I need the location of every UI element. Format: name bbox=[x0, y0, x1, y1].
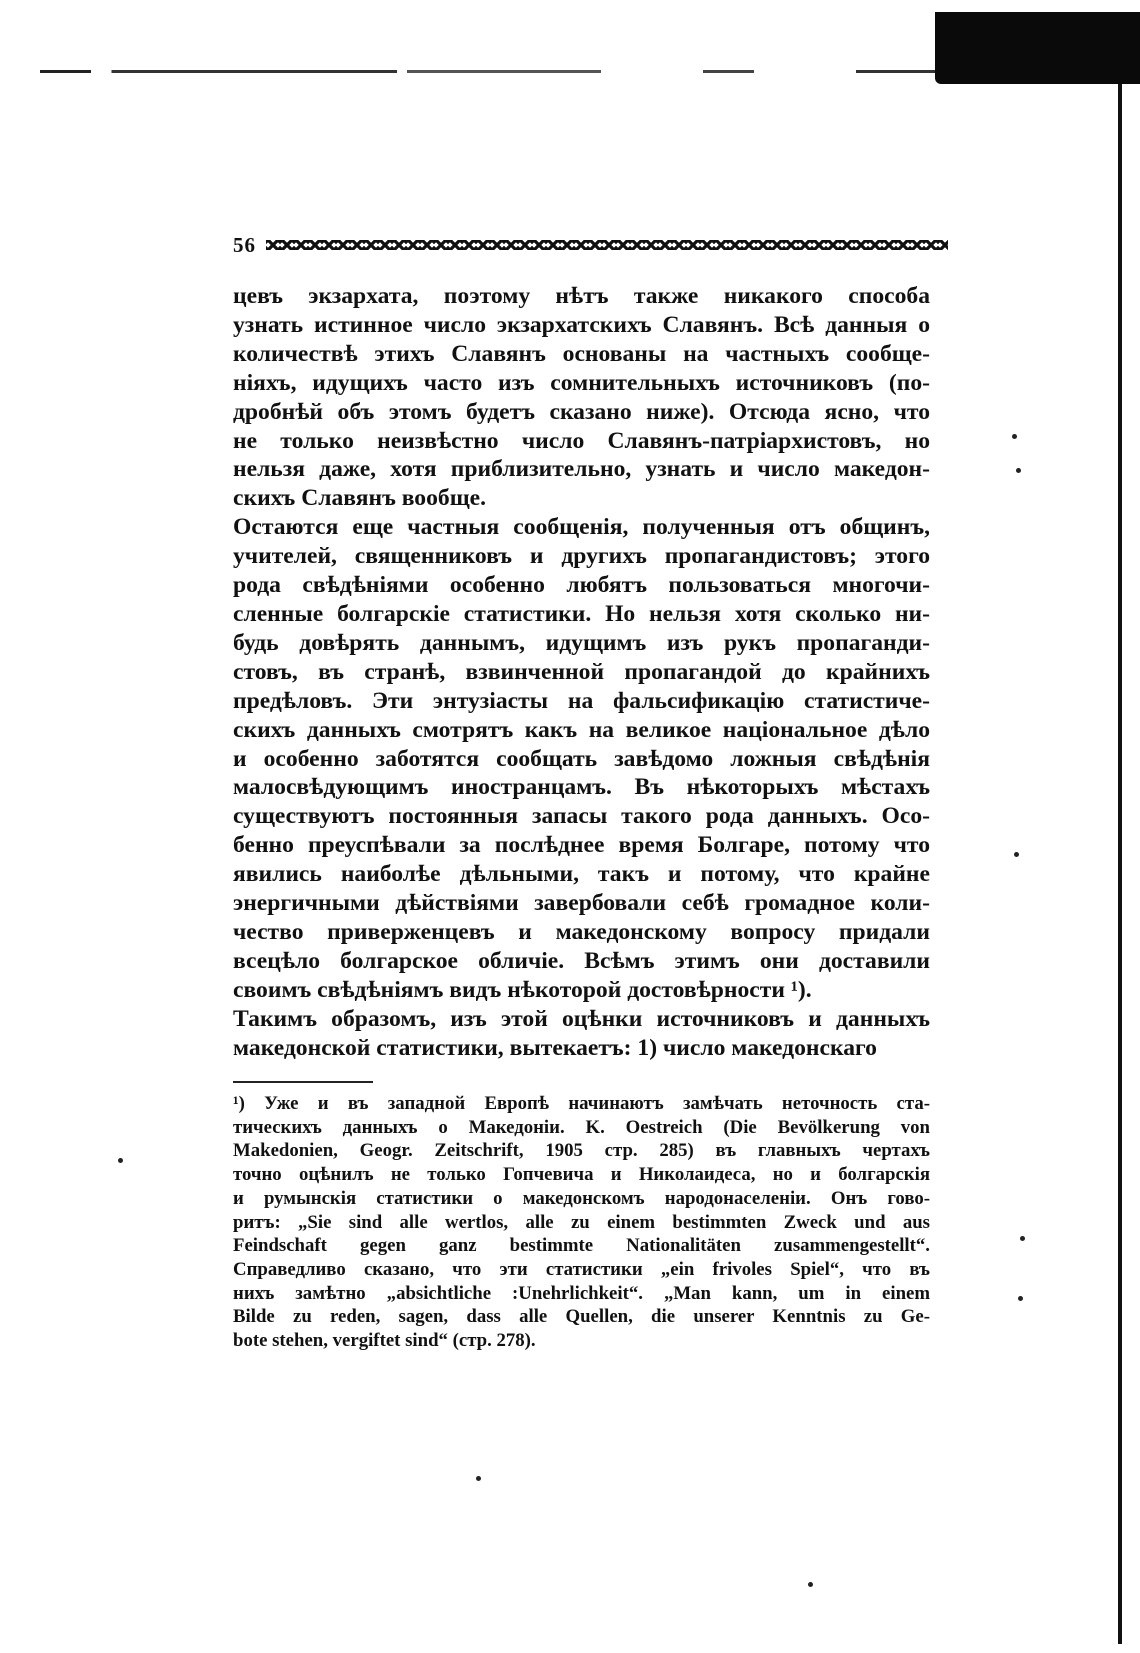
scan-speck bbox=[1020, 1236, 1025, 1241]
body-text bbox=[233, 282, 930, 1062]
body-line: своимъ свѣдѣніямъ видъ нѣкоторой достовѣрности ¹). bbox=[233, 976, 812, 1003]
page-header bbox=[233, 232, 948, 258]
body-line: рода свѣдѣніями особенно любятъ пользоваться многочи- bbox=[233, 572, 930, 599]
scan-artifact-edge bbox=[1118, 84, 1122, 1644]
scan-speck bbox=[1016, 468, 1021, 473]
body-line: узнать истинное число экзархатскихъ Славянъ. Всѣ данныя о bbox=[233, 311, 930, 338]
body-line: малосвѣдующимъ иностранцамъ. Въ нѣкоторыхъ мѣстахъ bbox=[233, 774, 930, 801]
body-line: ніяхъ, идущихъ часто изъ сомнительныхъ источниковъ (по- bbox=[233, 369, 930, 396]
footnote-line: bote stehen, vergiftet sind“ (стр. 278). bbox=[233, 1330, 536, 1352]
footnote-line: ритъ: „Sie sind alle wertlos, alle zu einem bestimmten Zweck und aus bbox=[233, 1211, 930, 1233]
body-line: существуютъ постоянныя запасы такого рода данныхъ. Осо- bbox=[233, 803, 930, 830]
footnote-line: точно оцѣнилъ не только Гопчевича и Николаидеса, но и болгарскія bbox=[233, 1164, 930, 1186]
footnote-line: нихъ замѣтно „absichtliche :Unehrlichkeit“. „Man kann, um in einem bbox=[233, 1282, 930, 1304]
body-line: предѣловъ. Эти энтузіасты на фальсификацію статистиче- bbox=[233, 687, 930, 714]
body-line: скихъ Славянъ вообще. bbox=[233, 485, 486, 512]
body-line: скихъ данныхъ смотрятъ какъ на великое національное дѣло bbox=[233, 716, 930, 743]
scan-speck bbox=[118, 1158, 123, 1163]
footnote-line: Makedonien, Geogr. Zeitschrift, 1905 стр. 285) въ главныхъ чертахъ bbox=[233, 1140, 930, 1162]
body-line: сленные болгарскіе статистики. Но нельзя хотя сколько ни- bbox=[233, 600, 930, 627]
scan-speck bbox=[476, 1476, 481, 1481]
body-line: Остаются еще частныя сообщенія, полученныя отъ общинъ, bbox=[233, 514, 930, 541]
scan-speck bbox=[808, 1582, 813, 1587]
body-line: стовъ, въ странѣ, взвинченной пропагандой до крайнихъ bbox=[233, 658, 930, 685]
footnote-line: Bilde zu reden, sagen, dass alle Quellen, die unserer Kenntnis zu Ge- bbox=[233, 1306, 930, 1328]
footnote-line: Feindschaft gegen ganz bestimmte Nationalitäten zusammengestellt“. bbox=[233, 1235, 930, 1257]
body-line: македонской статистики, вытекаетъ: 1) число македонскаго bbox=[233, 1034, 877, 1061]
footnote-line: Справедливо сказано, что эти статистики „ein frivoles Spiel“, что въ bbox=[233, 1258, 930, 1280]
scan-speck bbox=[1014, 852, 1019, 857]
body-line: бенно преуспѣвали за послѣднее время Болгаре, потому что bbox=[233, 832, 930, 859]
body-line: будь довѣрять даннымъ, идущимъ изъ рукъ пропаганди- bbox=[233, 629, 930, 656]
body-line: количествѣ этихъ Славянъ основаны на частныхъ сообще- bbox=[233, 340, 930, 367]
body-line: чество приверженцевъ и македонскому вопросу придали bbox=[233, 918, 930, 945]
body-line: энергичными дѣйствіями завербовали себѣ громадное коли- bbox=[233, 890, 930, 917]
body-line: явились наиболѣе дѣльными, такъ и потому, что крайне bbox=[233, 861, 930, 888]
body-line: дробнѣй объ этомъ будетъ сказано ниже). Отсюда ясно, что bbox=[233, 398, 930, 425]
page-number: 56 bbox=[233, 232, 256, 257]
footnote-separator bbox=[233, 1081, 373, 1083]
body-line: всецѣло болгарское обличіе. Всѣмъ этимъ они доставили bbox=[233, 947, 930, 974]
body-line: учителей, священниковъ и другихъ пропагандистовъ; этого bbox=[233, 543, 930, 570]
body-line: не только неизвѣстно число Славянъ-патріархистовъ, но bbox=[233, 427, 930, 454]
ornamental-rule bbox=[266, 240, 948, 250]
body-line: нельзя даже, хотя приблизительно, узнать и число македон- bbox=[233, 456, 930, 483]
scan-speck bbox=[1012, 434, 1017, 439]
body-line: и особенно заботятся сообщать завѣдомо ложныя свѣдѣнія bbox=[233, 745, 930, 772]
body-line: Такимъ образомъ, изъ этой оцѣнки источниковъ и данныхъ bbox=[233, 1005, 930, 1032]
footnote bbox=[233, 1092, 930, 1353]
footnote-line: ¹) Уже и въ западной Европѣ начинаютъ замѣчать неточность ста- bbox=[233, 1093, 930, 1114]
footnote-line: тическихъ данныхъ о Македоніи. K. Oestreich (Die Bevölkerung von bbox=[233, 1116, 930, 1138]
scan-artifact-corner bbox=[935, 12, 1140, 84]
body-line: цевъ экзархата, поэтому нѣтъ также никакого способа bbox=[233, 283, 930, 309]
footnote-line: и румынскія статистики о македонскомъ народонаселеніи. Онъ гово- bbox=[233, 1187, 930, 1209]
scan-speck bbox=[1018, 1296, 1023, 1301]
scan-artifact-top-line bbox=[40, 70, 1060, 73]
